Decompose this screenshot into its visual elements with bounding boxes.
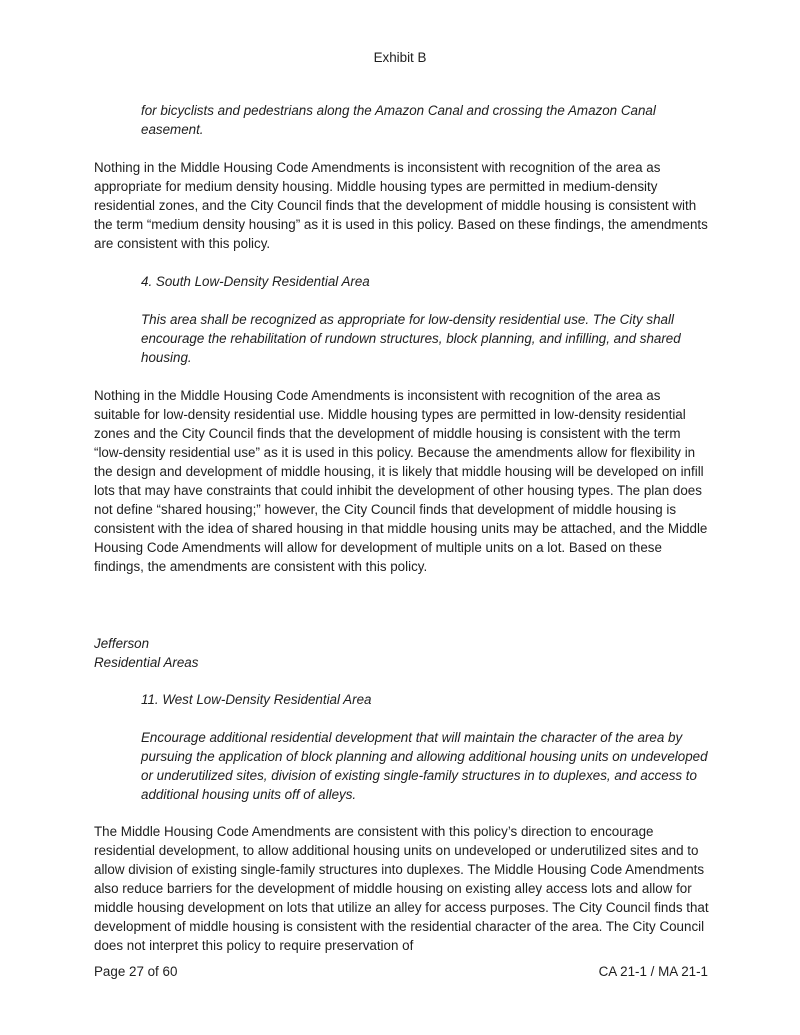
- section-heading-residential-areas: Residential Areas: [94, 655, 199, 670]
- policy-heading-south: 4. South Low-Density Residential Area: [141, 274, 370, 289]
- page-footer: [94, 962, 708, 981]
- policy-quote-south: This area shall be recognized as appropriate for low-density residential use. The City shall encourage the rehabilitation of rundown structures, block planning, and infilling, and shared housing.: [141, 312, 681, 365]
- policy-heading-west: 11. West Low-Density Residential Area: [141, 692, 372, 707]
- finding-low-density: Nothing in the Middle Housing Code Amendments is inconsistent with recognition of the area as suitable for low-density residential use. Middle housing types are permitted in low-density residential zones and the City Council finds that the development of middle housing is consistent with the term “low-density residential use” as it is used in this policy. Because the amendments allow for flexibility in the design and development of middle housing, it is likely that middle housing will be developed on infill lots that may have constraints that could inhibit the development of other housing types. The plan does not define “shared housing;” however, the City Council finds that development of middle housing is consistent with the idea of shared housing in that middle housing units may be attached, and the Middle Housing Code Amendments will allow for development of multiple units on a lot. Based on these findings, the amendments are consistent with this policy.: [94, 388, 708, 574]
- page-header: Exhibit B: [373, 50, 427, 65]
- case-reference: CA 21-1 / MA 21-1: [598, 964, 708, 979]
- policy-quote-canal: for bicyclists and pedestrians along the Amazon Canal and crossing the Amazon Canal easement.: [141, 103, 656, 137]
- page-number: Page 27 of 60: [94, 964, 178, 979]
- finding-west: The Middle Housing Code Amendments are consistent with this policy’s direction to encourage residential development, to allow additional housing units on undeveloped or underutilized sites and to allow division of existing single-family structures into duplexes. The Middle Housing Code Amendments also reduce barriers for the development of middle housing on existing alley access lots and allow for middle housing development on lots that utilize an alley for access purposes. The City Council finds that development of middle housing is consistent with the residential character of the area. The City Council does not interpret this policy to require preservation of: [94, 824, 709, 953]
- policy-quote-west: Encourage additional residential development that will maintain the character of the area by pursuing the application of block planning and allowing additional housing units on undeveloped or underutilized sites, division of existing single-family structures in to duplexes, and access to additional housing units off of alleys.: [141, 730, 708, 802]
- finding-medium-density: Nothing in the Middle Housing Code Amendments is inconsistent with recognition of the area as appropriate for medium density housing. Middle housing types are permitted in medium-density residential zones, and the City Council finds that the development of middle housing is consistent with the term “medium density housing” as it is used in this policy. Based on these findings, the amendments are consistent with this policy.: [94, 160, 708, 251]
- section-heading-jefferson: Jefferson: [94, 636, 150, 651]
